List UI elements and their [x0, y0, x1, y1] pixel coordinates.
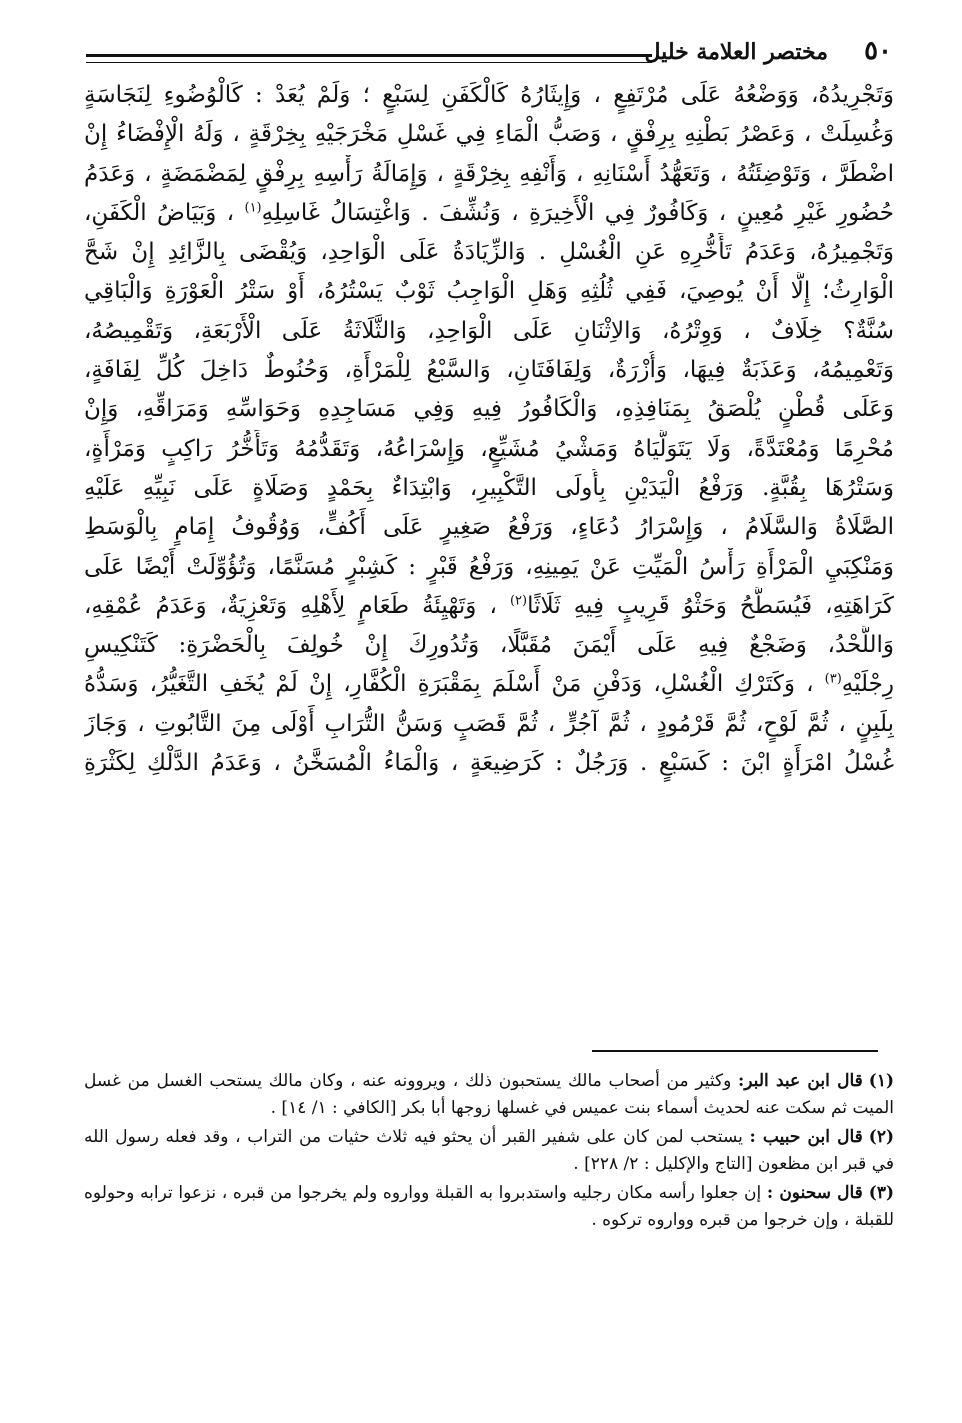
- footnote-separator: [592, 1050, 878, 1052]
- text-line: وَتَجْرِيدُهُ، وَوَضْعُهُ عَلَى مُرْتَفِعٍ ، وَإِيثَارُهُ كَالْكَفَنِ لِسَبْعٍ ؛ وَلَمْ يُعَدْ : كَالْوُضُوءِ لِنَجَاسَةٍ: [84, 82, 894, 108]
- text-line: وَتَعْمِيمُهُ، وَعَذَبَةٌ فِيهَا، وَأُزْرَةٌ، وَلِفَافَتَانِ، وَالسَّبْعُ لِلْمَرْأَةِ، وَحُنُوطٌ دَاخِلَ كُلِّ لِفَافَةٍ،: [84, 357, 894, 384]
- text-line: بِلَبِنٍ ، ثُمَّ لَوْحٍ، ثُمَّ قَرْمُودٍ ، ثُمَّ آجُرٍّ ، ثُمَّ قَصَبٍ وَسَنُّ التُّرَابِ أَوْلَى مِنَ التَّابُوتِ ، وَجَازَ: [84, 710, 894, 737]
- footnote-text: وكثير من أصحاب مالك يستحبون ذلك ، ويروونه عنه ، وكان مالك يستحب الغسل من غسل الميت ثم سكت عنه لحديث أسماء بنت عميس في غسلها زوجها أبا بكر [الكافي : ١/ ١٤] .: [84, 1071, 894, 1118]
- text-line: اضْطَرَّ ، وَتَوْضِئَتُهُ ، وَتَعَهُّدُ أَسْنَانِهِ ، وَأَنْفِهِ بِخِرْقَةٍ ، وَإِمَالَةُ رَأْسِهِ بِرِفْقٍ لِمَضْمَضَةٍ ، وَعَدَمُ: [84, 160, 894, 187]
- text-line: [84, 587, 894, 626]
- text-line: وَمَنْكِبَيِ الْمَرْأَةِ رَأْسُ الْمَيِّتِ عَنْ يَمِينِهِ، وَرَفْعُ قَبْرٍ : كَشِبْرٍ مُسَنَّمًا، وَتُؤُوِّلَتْ أَيْضًا عَلَى: [84, 553, 894, 580]
- footnote-number: (١): [868, 1071, 894, 1091]
- header-rule: [86, 54, 652, 63]
- footnote-marker: (١): [244, 200, 262, 216]
- footnote-author: قال ابن عبد البر:: [738, 1071, 863, 1091]
- footnote-marker: (٣): [824, 671, 842, 687]
- text-line: مُحْرِمًا وَمُعْتَدَّةً، وَلَا يَتَوَلَّيَاهُ وَمَشْيُ مُشَيِّعٍ، وَإِسْرَاعُهُ، وَتَقَدُّمُهُ وَتَأَخُّرُ رَاكِبٍ وَمَرْأَةٍ،: [84, 435, 894, 462]
- text-segment: ، وَكَتَرْكِ الْغُسْلِ، وَدَفْنِ مَنْ أَسْلَمَ بِمَقْبَرَةِ الْكُفَّارِ، إِنْ لَمْ يُخَفِ التَّغَيُّرُ، وَسَدُّهُ: [84, 671, 814, 698]
- text-line: وَاللَّحْدُ، وَضَجْعٌ فِيهِ عَلَى أَيْمَنَ مُقَبَّلًا، وَتُدُورِكَ إِنْ خُولِفَ بِالْحَضْرَةِ: كَتَنْكِيسِ: [84, 632, 894, 659]
- text-line: وَعَلَى قُطْنٍ يُلْصَقُ بِمَنَافِذِهِ، وَالْكَافُورُ فِيهِ وَفِي مَسَاجِدِهِ وَحَوَاسِّهِ وَمَرَاقِّهِ، وَإِنْ: [84, 396, 894, 423]
- text-line: [84, 665, 894, 704]
- text-segment: حُضُورِ غَيْرِ مُعِينٍ ، وَكَافُورٌ فِي الْأَخِيرَةِ ، وَنُشِّفَ . وَاغْتِسَالُ غَاسِلِهِ: [261, 199, 894, 226]
- text-segment: ، وَتَهْيِئَةُ طَعَامٍ لِأَهْلِهِ وَتَعْزِيَةٌ، وَعَدَمُ عُمْقِهِ،: [84, 592, 497, 619]
- text-segment: كَرَاهَتِهِ، فَيُسَطَّحُ وَحَثْوُ قَرِيبٍ فِيهِ ثَلَاثًا: [527, 592, 894, 619]
- text-line: الصَّلَاةُ وَالسَّلَامُ ، وَإِسْرَارُ دُعَاءٍ، وَرَفْعُ صَغِيرٍ عَلَى أَكُفٍّ، وَوُقُوفُ إِمَامٍ بِالْوَسَطِ: [84, 514, 894, 541]
- text-segment: ، وَبَيَاضُ الْكَفَنِ،: [84, 199, 235, 226]
- text-line: وَتَجْمِيرُهُ، وَعَدَمُ تَأَخُّرِهِ عَنِ الْغُسْلِ . وَالزِّيَادَةُ عَلَى الْوَاحِدِ، وَيُقْضَى بِالزَّائِدِ إِنْ شَحَّ: [84, 239, 894, 266]
- page-header: [86, 34, 892, 74]
- text-line: الْوَارِثُ؛ إِلَّا أَنْ يُوصِيَ، فَفِي ثُلُثِهِ وَهَلِ الْوَاجِبُ ثَوْبٌ يَسْتُرُهُ، أَوْ سَتْرُ الْعَوْرَةِ وَالْبَاقِي: [84, 278, 894, 305]
- book-title: مختصر العلامة خليل: [644, 39, 828, 65]
- text-segment: رِجْلَيْهِ: [841, 671, 894, 698]
- footnote-number: (٣): [868, 1183, 894, 1203]
- text-line: [84, 194, 894, 233]
- text-line: وَسَتْرُهَا بِقُبَّةٍ. وَرَفْعُ الْيَدَيْنِ بِأُولَى التَّكْبِيرِ، وَابْتِدَاءٌ بِحَمْدٍ وَصَلَاةٍ عَلَى نَبِيِّهِ عَلَيْهِ: [84, 474, 894, 501]
- text-line: غُسْلُ امْرَأَةٍ ابْنَ : كَسَبْعٍ . وَرَجُلٌ : كَرَضِيعَةٍ ، وَالْمَاءُ الْمُسَخَّنُ ، وَعَدَمُ الدَّلْكِ لِكَثْرَةِ: [84, 750, 894, 777]
- footnote: [84, 1068, 894, 1122]
- footnote-marker: (٢): [509, 593, 528, 609]
- text-line: سُنَّةٌ؟ خِلَافٌ ، وَوِتْرُهُ، وَالاِثْنَانِ عَلَى الْوَاحِدِ، وَالثَّلَاثَةُ عَلَى الْأَرْبَعَةِ، وَتَقْمِيصُهُ،: [84, 317, 894, 344]
- footnote: [84, 1180, 894, 1234]
- footnote-number: (٢): [868, 1127, 894, 1147]
- footnote-text: إن جعلوا رأسه مكان رجليه واستدبروا به القبلة وواروه ولم يخرجوا من قبره ، نزعوا ترابه وحولوه للقبلة ، وإن خرجوا من قبره وواروه تركوه .: [84, 1183, 894, 1230]
- footnote-author: قال ابن حبيب :: [749, 1127, 863, 1147]
- page-number: ٥٠: [864, 36, 892, 66]
- footnote-text: يستحب لمن كان على شفير القبر أن يحثو فيه ثلاث حثيات من التراب ، وقد فعله رسول الله في قبر ابن مظعون [التاج والإكليل : ٢/ ٢٢٨] .: [84, 1127, 894, 1174]
- main-text: [84, 76, 894, 1020]
- text-line: وَغُسِلَتْ ، وَعَصْرُ بَطْنِهِ بِرِفْقٍ ، وَصَبُّ الْمَاءِ فِي غَسْلِ مَخْرَجَيْهِ بِخِرْقَةٍ ، وَلَهُ الْإِفْضَاءُ إِنْ: [84, 121, 894, 148]
- footnote: [84, 1124, 894, 1178]
- footnotes: [84, 1068, 894, 1236]
- footnote-author: قال سحنون :: [766, 1183, 863, 1203]
